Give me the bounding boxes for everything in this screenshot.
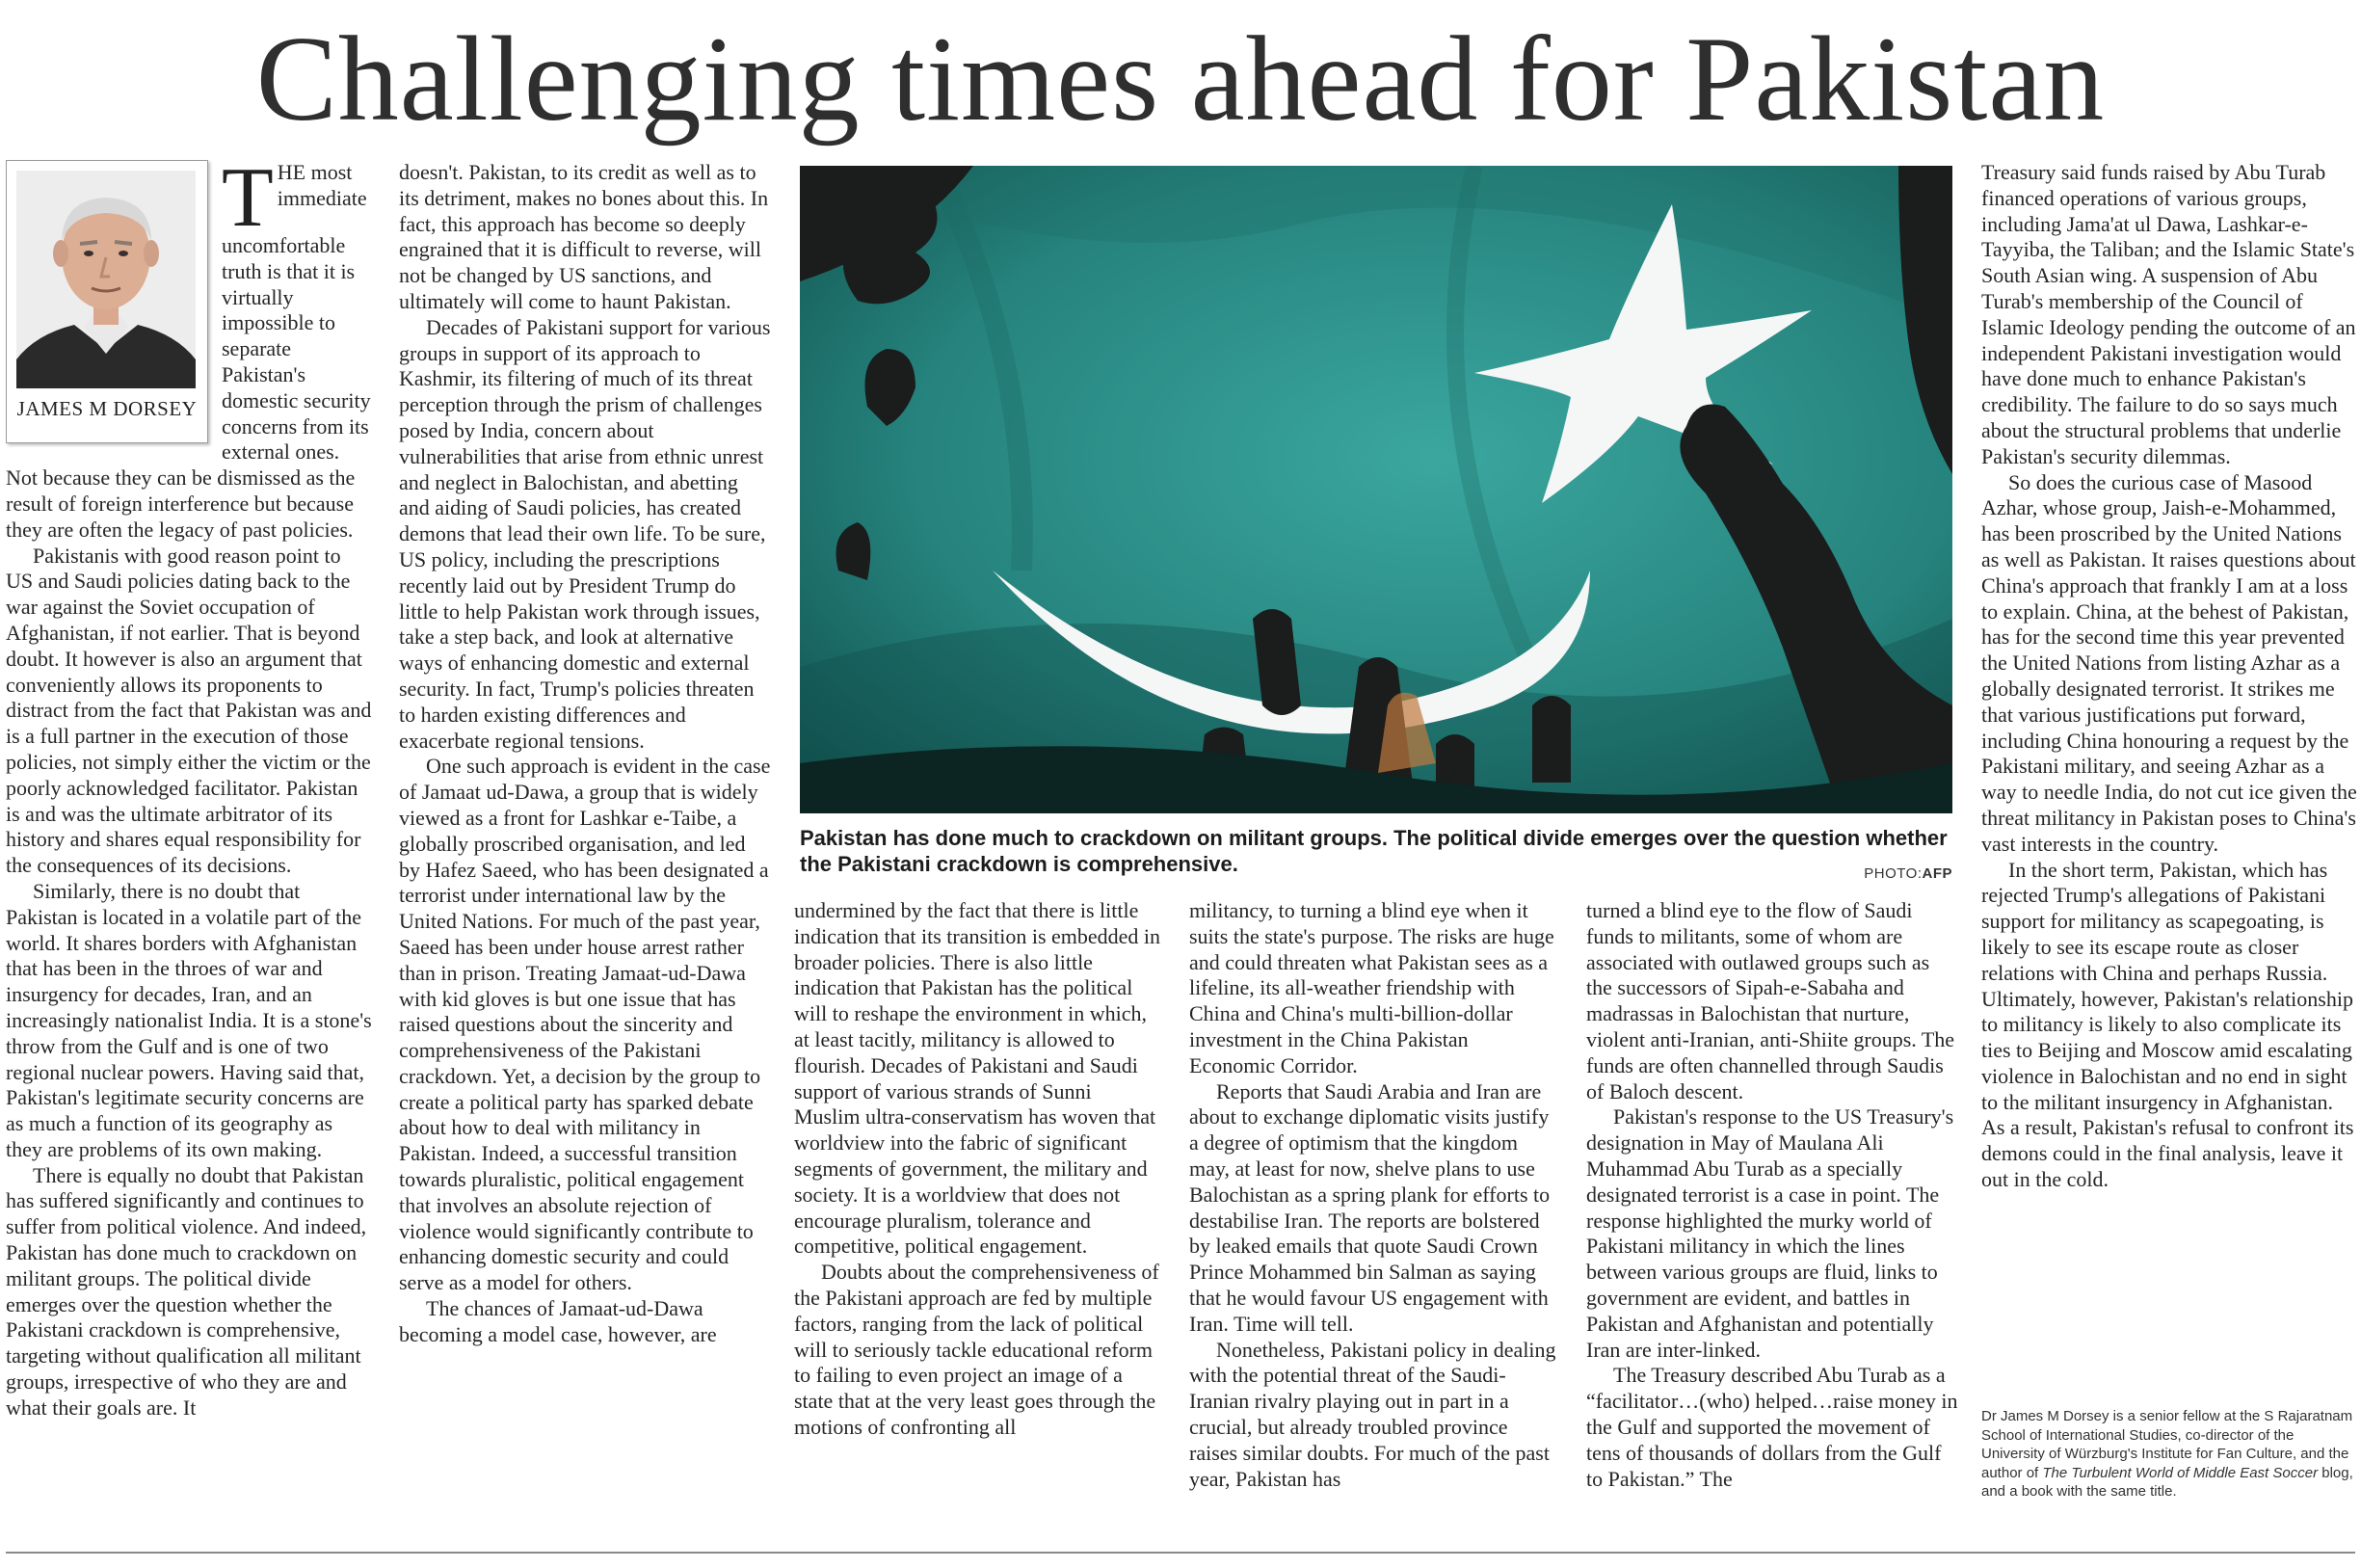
article-column-2 bbox=[399, 160, 771, 1348]
paragraph: The chances of Jamaat-ud-Dawa becoming a model case, however, are bbox=[399, 1296, 717, 1346]
bottom-rule bbox=[6, 1552, 2355, 1554]
photo-credit bbox=[1821, 865, 1952, 882]
paragraph: Pakistanis with good reason point to US and Saudi policies dating back to the war against the Soviet occupation of Afghanistan, if not earlier. That is beyond doubt. It however is also an argument that conveniently allows its proponents to distract from the fact that Pakistan was and is a full partner in the execution of those policies, not simply either the victim or the poorly acknowledged facilitator. Pakistan is and was the ultimate arbitrator of its history and shares equal responsibility for the consequences of its decisions. bbox=[6, 543, 372, 878]
paragraph: doesn't. Pakistan, to its credit as well as to its detriment, makes no bones about this. In fact, this approach has become so deeply engrained that it is difficult to reverse, will not be changed by US sanctions, and ultimately will come to haunt Pakistan. bbox=[399, 160, 769, 313]
paragraph: One such approach is evident in the case of Jamaat ud-Dawa, a group that is widely viewed as a front for Lashkar e-Taibe, a globally proscribed organisation, and led by Hafez Saeed, who has been designated a terrorist under international law by the United Nations. For much of the past year, Saeed has been under house arrest rather than in prison. Treating Jamaat-ud-Dawa with kid gloves is but one issue that has raised questions about the sincerity and comprehensiveness of the Pakistani crackdown. Yet, a decision by the group to create a political party has sparked debate about how to deal with militancy in Pakistan. Indeed, a successful transition towards pluralistic, political engagement that involves an absolute rejection of violence would significantly contribute to enhancing domestic security and could serve as a model for others. bbox=[399, 754, 771, 1295]
article-column-1 bbox=[6, 151, 372, 1422]
paragraph: So does the curious case of Masood Azhar, whose group, Jaish-e-Mohammed, has been proscribed by the United Nations as well as Pakistan. It raises questions about China's approach that frankly I am at a loss to explain. China, at the behest of Pakistan, has for the second time this year prevented the United Nations from listing Azhar as a globally designated terrorist. It strikes me that various justifications put forward, including China honouring a request by the Pakistani military, and seeing Azhar as a way to needle India, do not cut ice given the threat militancy in Pakistan poses to China's vast interests in the country. bbox=[1981, 469, 2357, 856]
paragraph: There is equally no doubt that Pakistan has suffered significantly and continues to suffer from political violence. And indeed, Pakistan has done much to crackdown on militant groups. The political divide emerges over the question whether the Pakistani crackdown is comprehensive, targeting without qualification all militant groups, irrespective of who they are and what their goals are. It bbox=[6, 1162, 367, 1420]
dropcap: T bbox=[222, 151, 274, 245]
author-portrait-icon bbox=[16, 171, 196, 388]
photo-credit-label: PHOTO: bbox=[1864, 865, 1923, 882]
author-photo bbox=[16, 171, 196, 388]
bio-publication-title: The Turbulent World of Middle East Soccer bbox=[2042, 1464, 2319, 1481]
hero-photo bbox=[800, 166, 1952, 813]
paragraph: turned a blind eye to the flow of Saudi funds to militants, some of whom are associated with outlawed groups such as the successors of Sipah-e-Sabaha and madrassas in Balochistan that nurture, violent anti-Iranian, anti-Shiite groups. The funds are often channelled through Saudis of Baloch descent. bbox=[1586, 898, 1955, 1103]
paragraph: In the short term, Pakistan, which has rejected Trump's allegations of Pakistani support for militancy as scapegoating, is likely to see its escape route as closer relations with China and perhaps Russia. Ultimately, however, Pakistan's relationship to militancy is likely to also complicate its ties to Beijing and Moscow amid escalating violence in Balochistan and no end in sight to the militant insurgency in Afghanistan. As a result, Pakistan's refusal to confront its demons could in the final analysis, leave it out in the cold. bbox=[1981, 857, 2354, 1192]
paragraph: Doubts about the comprehensiveness of the Pakistani approach are fed by multiple factors, ranging from the lack of political will to seriously tackle educational reform to failing to even project an image of a state that at the very least goes through the motions of confronting all bbox=[794, 1260, 1159, 1439]
article-column-3 bbox=[794, 898, 1162, 1441]
headline: Challenging times ahead for Pakistan bbox=[255, 13, 2106, 146]
article-column-5 bbox=[1586, 898, 1958, 1492]
author-bio bbox=[1981, 1407, 2357, 1502]
paragraph: HE most immediate uncomfortable truth is that it is virtually impossible to separate Pakistan's domestic security concerns from its external ones. Not because they can be dismissed as the result of foreign interference but because they are often the legacy of past policies. bbox=[6, 160, 371, 542]
paragraph: Treasury said funds raised by Abu Turab financed operations of various groups, including Jama'at ul Dawa, Lashkar-e-Tayyiba, the Taliban; and the Islamic State's South Asian wing. A suspension of Abu Turab's membership of the Council of Islamic Ideology pending the outcome of an independent Pakistani investigation would have done much to enhance Pakistan's credibility. The failure to do so says much about the structural problems that underlie Pakistan's security dilemmas. bbox=[1981, 160, 2356, 468]
bio-text: Dr James M Dorsey is a senior fellow at the S Rajaratnam School of International Studies, co-director of the University of Würzburg's Institute for Fan Culture, and the author of bbox=[1981, 1408, 2353, 1481]
paragraph: undermined by the fact that there is little indication that its transition is embedded in broader policies. There is also little indication that Pakistan has the political will to reshape the environment in which, at least tacitly, militancy is allowed to flourish. Decades of Pakistani and Saudi support of various strands of Sunni Muslim ultra-conservatism has woven that worldview into the fabric of significant segments of government, the military and society. It is a worldview that does not encourage pluralism, tolerance and competitive, political engagement. bbox=[794, 898, 1161, 1259]
photo-credit-source: AFP bbox=[1922, 865, 1952, 882]
paragraph: Pakistan's response to the US Treasury's designation in May of Maulana Ali Muhammad Abu Turab as a specially designated terrorist is a case in point. The response highlighted the murky world of Pakistani militancy in which the lines between various groups are fluid, links to government are evident, and battles in Pakistan and Afghanistan and potentially Iran are inter-linked. bbox=[1586, 1104, 1954, 1362]
photo-caption: Pakistan has done much to crackdown on militant groups. The political divide emerges over the question whether the Pakistani crackdown is comprehensive. bbox=[800, 826, 1948, 876]
paragraph: Similarly, there is no doubt that Pakistan is located in a volatile part of the world. It shares borders with Afghanistan that has been in the throes of war and insurgency for decades, Iran, and an increasingly nationalist India. It is a stone's throw from the Gulf and is one of two regional nuclear powers. Having said that, Pakistan's legitimate security concerns are as much a function of its geography as they are problems of its own making. bbox=[6, 878, 372, 1161]
article-column-6 bbox=[1981, 160, 2357, 1193]
paragraph: Nonetheless, Pakistani policy in dealing with the potential threat of the Saudi-Iranian rivalry playing out in part in a crucial, but already troubled province raises similar doubts. For much of the past year, Pakistan has bbox=[1189, 1337, 1556, 1491]
pakistan-flag-photo-icon bbox=[800, 166, 1952, 813]
paragraph: militancy, to turning a blind eye when it suits the state's purpose. The risks are huge and could threaten what Pakistan sees as a lifeline, its all-weather friendship with China and China's multi-billion-dollar investment in the China Pakistan Economic Corridor. bbox=[1189, 898, 1554, 1077]
paragraph: The Treasury described Abu Turab as a “facilitator…(who) helped…raise money in the Gulf and supported the movement of tens of thousands of dollars from the Gulf to Pakistan.” The bbox=[1586, 1363, 1958, 1491]
bio-text: blog, and a book with the same title. bbox=[1981, 1464, 2353, 1500]
author-name: JAMES M DORSEY bbox=[16, 397, 198, 420]
paragraph: Reports that Saudi Arabia and Iran are about to exchange diplomatic visits justify a degree of optimism that the kingdom may, at least for now, shelve plans to use Balochistan as a spring plank for efforts to destabilise Iran. The reports are bolstered by leaked emails that quote Saudi Crown Prince Mohammed bin Salman as saying that he would favour US engagement with Iran. Time will tell. bbox=[1189, 1078, 1551, 1336]
article-column-4 bbox=[1189, 898, 1559, 1492]
author-box bbox=[6, 160, 208, 443]
paragraph: Decades of Pakistani support for various groups in support of its approach to Kashmir, its filtering of much of its threat perception through the prism of challenges posed by India, concern about vulnerabilities that arise from ethnic unrest and neglect in Balochistan, and abetting and aiding of Saudi policies, has created demons that lead their own life. To be sure, US policy, including the prescriptions recently laid out by President Trump do little to help Pakistan work through issues, take a step back, and look at alternative ways of enhancing domestic and external security. In fact, Trump's policies threaten to harden existing differences and exacerbate regional tensions. bbox=[399, 314, 771, 753]
